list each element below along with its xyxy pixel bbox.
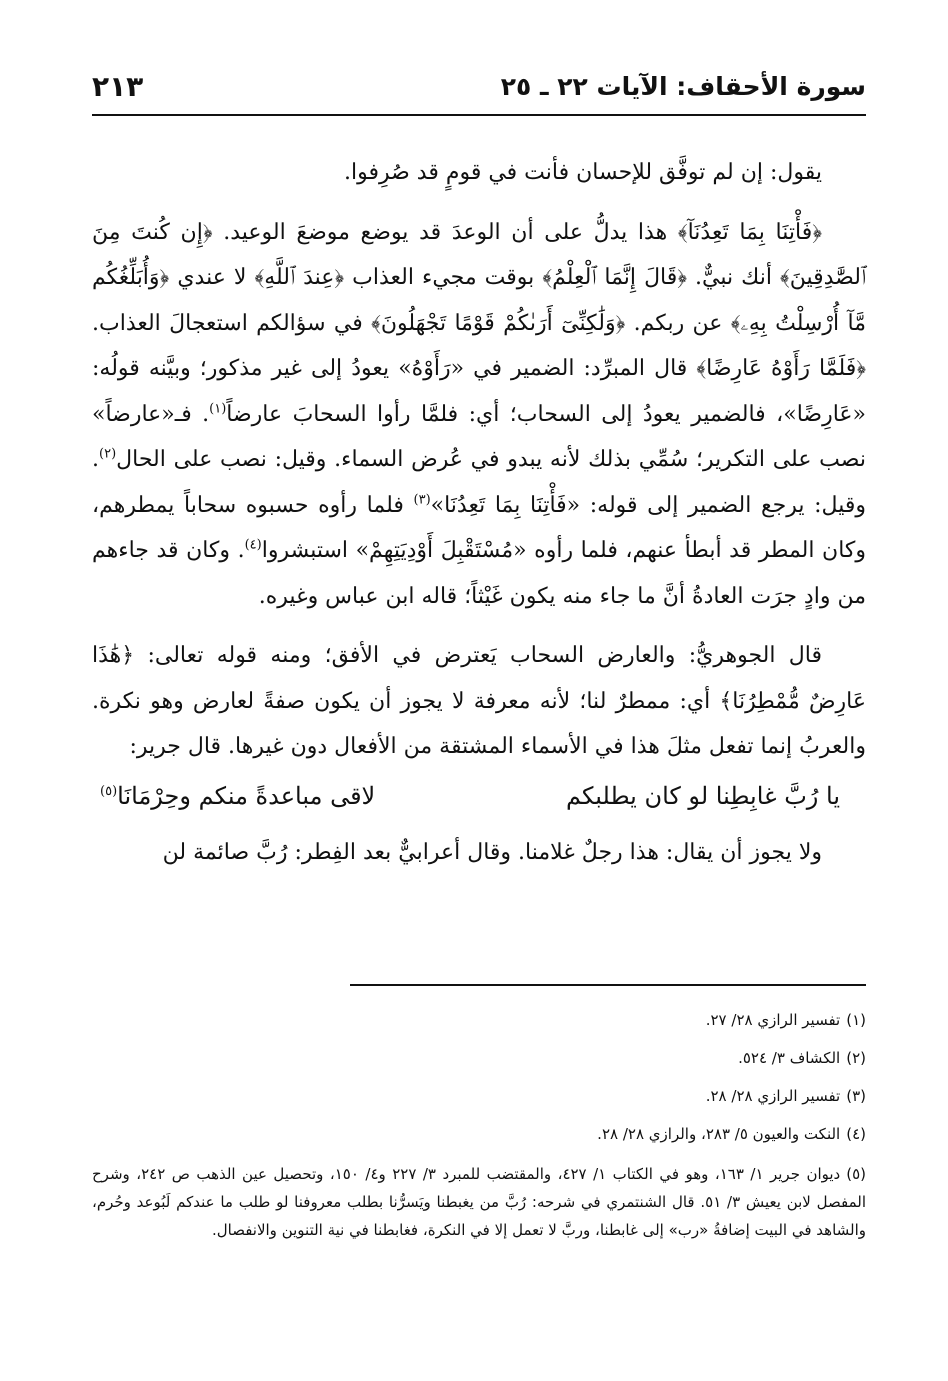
footnote-ref-4: (٤) <box>244 537 262 553</box>
chapter-title: سورة الأحقاف: الآيات ٢٢ ـ ٢٥ <box>500 72 866 101</box>
paragraph-1: يقول: إن لم توفَّق للإحسان فأنت في قومٍ قد صُرِفوا. <box>343 160 822 185</box>
footnote-separator <box>350 984 866 986</box>
footnote-number: (٢) <box>846 1049 866 1067</box>
footnote-ref-5: (٥) <box>100 783 118 799</box>
verse-second-hemistich: لاقى مباعدةً منكم وحِرْمَانَا <box>117 781 376 810</box>
footnote-3 <box>92 1086 866 1107</box>
footnote-1 <box>92 1010 866 1031</box>
poetry-verse <box>92 772 866 820</box>
footnote-number: (٣) <box>846 1087 866 1105</box>
footnotes <box>92 1010 866 1261</box>
main-text <box>92 150 866 897</box>
running-header <box>92 62 866 116</box>
footnote-number: (٤) <box>846 1125 866 1143</box>
footnote-2 <box>92 1048 866 1069</box>
footnote-text: تفسير الرازي ٢٨/ ٢٧. <box>705 1011 841 1029</box>
paragraph-2-text-b: . فـ«عارضاً» نصب على التكرير؛ سُمِّي بذلك لأنه يبدو في عُرض السماء. وقيل: نصب على الحال <box>92 401 866 472</box>
footnote-ref-3: (٣) <box>413 492 431 508</box>
footnote-number: (٥) <box>846 1165 867 1183</box>
paragraph-2-text-e: . وكان قد جاءهم من وادٍ جرَت العادةُ أنَّ ما جاء منه يكون غَيْثاً؛ قاله ابن عباس وغيره. <box>92 538 866 609</box>
footnote-4 <box>92 1124 866 1145</box>
footnote-number: (١) <box>846 1011 866 1029</box>
verse-first-hemistich: يا رُبَّ غابِطِنا لو كان يطلبكم <box>566 781 840 810</box>
paragraph-4: ولا يجوز أن يقال: هذا رجلٌ غلامنا. وقال أعرابيٌّ بعد الفِطر: رُبَّ صائمة لن <box>162 839 822 865</box>
footnote-text: ديوان جرير ١/ ١٦٣، وهو في الكتاب ١/ ٤٢٧، والمقتضب للمبرد ٣/ ٢٢٧ و٤/ ١٥٠، وتحصيل عين الذهب ص ٢٤٢، وشرح المفصل لابن يعيش ٣/ ٥١. قال الشنتمري في شرحه: رُبَّ من يغبطنا ويَسرُّنا بطلب معروفنا لو طلب ما عندكم لَبُوعد وحُرم، والشاهد في البيت إضافةُ «رب» إلى غابطنا، وربَّ لا تعمل إلا في النكرة، فغابطنا في نية التنوين والانفصال. <box>92 1165 866 1239</box>
paragraph-2-text-c: . وقيل: يرجع الضمير إلى قوله: «فَأْتِنَا بِمَا تَعِدُنَا» <box>92 447 866 518</box>
footnote-ref-2: (٢) <box>99 446 117 462</box>
footnote-ref-1: (١) <box>209 401 227 417</box>
paragraph-3: قال الجوهريُّ: والعارض السحاب يَعترض في الأفق؛ ومنه قوله تعالى: ﴿هَٰذَا عَارِضٌ مُّمْطِرُنَا﴾ أي: ممطرٌ لنا؛ لأنه معرفة لا يجوز أن يكون صفةً لعارض وهو نكرة. والعربُ إنما تفعل مثلَ هذا في الأسماء المشتقة من الأفعال دون غيرها. قال جرير: <box>92 643 866 759</box>
footnote-text: تفسير الرازي ٢٨/ ٢٨. <box>705 1087 841 1105</box>
footnote-5 <box>92 1160 866 1244</box>
footnote-text: النكت والعيون ٥/ ٢٨٣، والرازي ٢٨/ ٢٨. <box>597 1125 841 1143</box>
footnote-text: الكشاف ٣/ ٥٢٤. <box>738 1049 841 1067</box>
page-number: ٢١٣ <box>92 70 144 103</box>
paragraph-2-text-d: فلما رأوه حسبوه سحاباً يمطرهم، وكان المطر قد أبطأ عنهم، فلما رأوه «مُسْتَقْبِلَ أَوْدِيَتِهِمْ» استبشروا <box>92 492 866 563</box>
paragraph-2 <box>92 210 866 620</box>
paragraph-2-text: ﴿فَأْتِنَا بِمَا تَعِدُنَآ﴾ هذا يدلُّ على أن الوعدَ قد يوضع موضعَ الوعيد. ﴿إِن كُنتَ مِنَ ٱلصَّٰدِقِينَ﴾ أنك نبيٌّ. ﴿قَالَ إِنَّمَا ٱلْعِلْمُ﴾ بوقت مجيء العذاب ﴿عِندَ ٱللَّهِ﴾ لا عندي ﴿وَأُبَلِّغُكُم مَّآ أُرْسِلْتُ بِهِۦ﴾ عن ربكم. ﴿وَلَٰكِنِّىٓ أَرَىٰكُمْ قَوْمًا تَجْهَلُونَ﴾ في سؤالكم استعجالَ العذاب. ﴿فَلَمَّا رَأَوْهُ عَارِضًا﴾ قال المبرِّد: الضمير في «رَأَوْهُ» يعودُ إلى غير مذكور؛ وبيَّنه قولُه: «عَارِضًا»، فالضمير يعودُ إلى السحاب؛ أي: فلمَّا رأوا السحابَ عارضاً <box>92 219 866 427</box>
verse-second-hemistich-wrap <box>100 772 375 820</box>
